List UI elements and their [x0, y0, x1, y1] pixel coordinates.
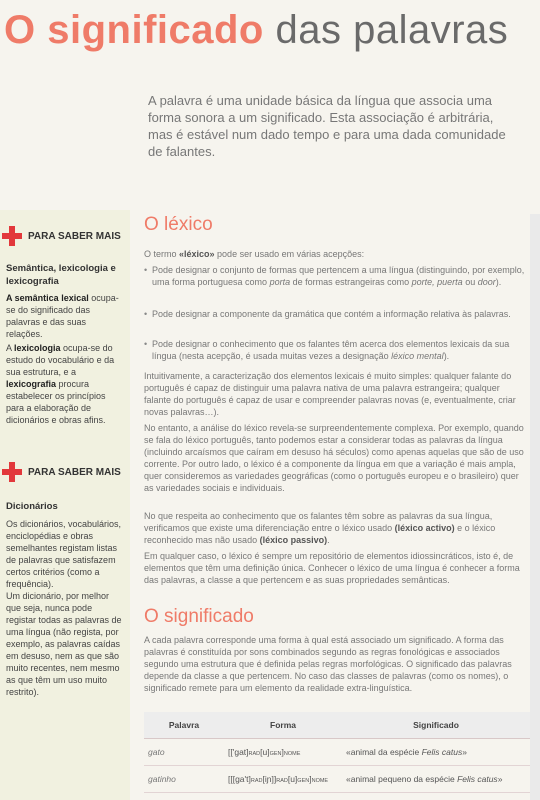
lexico-paragraph-3: No que respeita ao conhecimento que os falantes têm sobre as palavras da sua língua, verificamos que existe uma diferenciação entre o léxico usado (léxico activo) e o léxico reconhecido mas não usado (léxico passivo).	[144, 511, 496, 545]
lexico-intro: O termo «léxico» pode ser usado em várias acepções:	[144, 249, 365, 259]
lexico-bullet-3: • Pode designar o conhecimento que os falantes têm acerca dos elementos lexicais da sua língua (nesta acepção, é usada muitas vezes a designação léxico mental).	[144, 338, 528, 362]
table-header-significado: Significado	[342, 712, 530, 738]
sidebar-box2-subtitle: Dicionários	[6, 501, 58, 512]
page-spine	[530, 214, 540, 800]
lexico-paragraph-4: Em qualquer caso, o léxico é sempre um repositório de elementos idiossincráticos, isto é, de elementos que têm uma definição única. Conhecer o léxico de uma língua é conhecer a forma das palavras, a classe a que pertencem e as suas propriedades semânticas.	[144, 551, 520, 585]
word-table	[144, 712, 530, 793]
table-cell-forma: [['gat]RAD[u]GEN]NOME	[224, 738, 342, 765]
page-title	[4, 8, 508, 53]
sidebar-box1-p2: A lexicologia ocupa-se do estudo do vocabulário e da sua estrutura, e a lexicografia procura estabelecer os princípios para a elaboração de dicionários e obras afins.	[6, 343, 115, 425]
table-header-row	[144, 712, 530, 738]
intro-paragraph: A palavra é uma unidade básica da língua que associa uma forma sonora a um significado. Esta associação é arbitrária, mas é estável num dado tempo e para uma dada comunidade de falantes.	[148, 93, 506, 159]
page-title-highlight: O significado	[4, 8, 264, 52]
sidebar-box1-subtitle: Semântica, lexicologia e lexicografia	[6, 263, 116, 287]
table-cell-significado: «animal da espécie Felis catus»	[342, 738, 530, 765]
sidebar-box2-header	[2, 462, 121, 482]
sidebar-box1-header	[2, 226, 121, 246]
sidebar-box2-label: PARA SABER MAIS	[28, 466, 121, 478]
table-header-forma: Forma	[224, 712, 342, 738]
page-title-rest: das palavras	[263, 8, 509, 52]
lexico-paragraph-2: No entanto, a análise do léxico revela-se surpreendentemente complexa. Por exemplo, quando se fala do léxico português, tanto podemos estar a considerar todas as palavras da língua (incluindo arcaísmos que caíram em desuso há séculos) como apenas aquelas que são de uso corrente. Por outro lado, o léxico é a componente da língua em que a variação é mais ampla, quer consideremos as variedades geográficas (como o português europeu e o brasileiro) quer as variedades sociais e individuais.	[144, 423, 524, 493]
sidebar-box2-p1: Os dicionários, vocabulários, enciclopédias e obras semelhantes registam listas de palavras que satisfazem certos critérios (como a frequência).	[6, 519, 122, 589]
table-cell-forma: [[[ga't]RAD[iɲ]]RAD[u]GEN]NOME	[224, 765, 342, 792]
lexico-paragraph-1: Intuitivamente, a caracterização dos elementos lexicais é muito simples: qualquer falante do português é capaz de distinguir uma palavra nativa de uma palavra estrangeira; qualquer falante do português é capaz de usar e compreender palavras novas (e, eventualmente, criar novas palavras…).	[144, 371, 516, 417]
significado-paragraph: A cada palavra corresponde uma forma à qual está associado um significado. A forma das palavras é constituída por sons combinados segundo as regras fonológicas e associados segundo uma estrutura que é definida pelas regras morfológicas. O significado das palavras depende da classe a que pertencem. No caso das classes de palavras (como os nomes), o significado remete para um elemento da realidade extra-linguística.	[144, 635, 512, 693]
sidebar	[0, 210, 130, 800]
table-cell-significado: «animal pequeno da espécie Felis catus»	[342, 765, 530, 792]
table-cell-palavra: gatinho	[144, 765, 224, 792]
lexico-bullet-1: • Pode designar o conjunto de formas que pertencem a uma língua (distinguindo, por exemplo, uma forma portuguesa como porta de formas estrangeiras como porte, puerta ou door).	[144, 264, 528, 288]
sidebar-box1-label: PARA SABER MAIS	[28, 230, 121, 242]
table-cell-palavra: gato	[144, 738, 224, 765]
sidebar-box2-p2: Um dicionário, por melhor que seja, nunca pode registar todas as palavras de uma língua (não regista, por exemplo, as palavras caídas em desuso, nem as que são muito recentes, nem mesmo as que têm um uso muito restrito).	[6, 591, 122, 697]
lexico-bullet-2: • Pode designar a componente da gramática que contém a informação relativa às palavras.	[144, 308, 528, 320]
heading-lexico: O léxico	[144, 214, 213, 235]
table-row	[144, 765, 530, 792]
sidebar-box1-p1: A semântica lexical ocupa-se do significado das palavras e das suas relações.	[6, 293, 119, 339]
table-header-palavra: Palavra	[144, 712, 224, 738]
red-cross-icon	[2, 226, 22, 246]
table-row	[144, 738, 530, 765]
red-cross-icon	[2, 462, 22, 482]
heading-significado: O significado	[144, 606, 254, 627]
